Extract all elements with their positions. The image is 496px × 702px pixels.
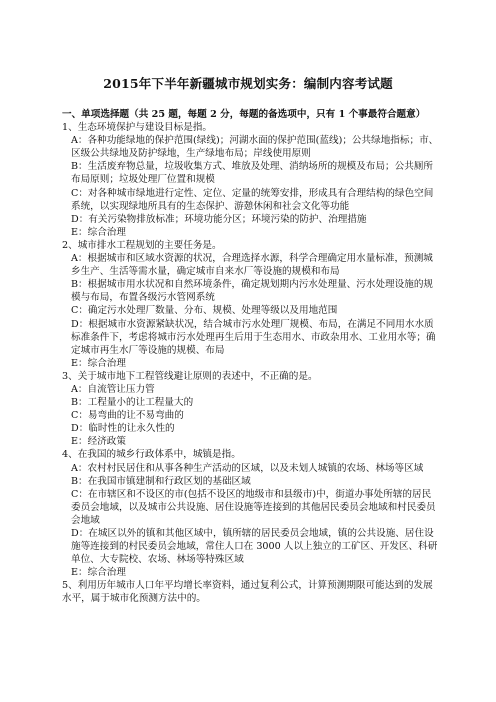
- option-d: D：有关污染物排放标准；环境功能分区；环境污染的防护、治理措施: [71, 213, 367, 225]
- question-stem: 2、城市排水工程规划的主要任务是。: [62, 239, 222, 251]
- question-4: [62, 448, 440, 579]
- question-stem: 3、关于城市地下工程管线避让原则的表述中，不正确的是。: [62, 370, 318, 382]
- option-c: C：对各种城市绿地进行定性、定位、定量的统筹安排，形成具有合理结构的绿色空间系统，以实现绿地所具有的生态保护、游憩休闲和社会文化等功能: [71, 187, 434, 212]
- option-d: D：在城区以外的镇和其他区域中，镇所辖的居民委员会地域，镇的公共设施、居住设施等连接到的村民委员会地域，常住人口在 3000 人以上独立的工矿区、开发区、科研单位、大专院校、农场、林场等特殊区域: [71, 528, 438, 566]
- option-b: B：根据城市用水状况和自然环境条件，确定规划期内污水处理量、污水处理设施的规模与布局，布置各级污水管网系统: [71, 279, 434, 304]
- question-3: [62, 370, 440, 449]
- option-c: C：在市辖区和不设区的市(包括不设区的地级市和县级市)中，街道办事处所辖的居民委员会地域，以及城市公共设施、居住设施等连接到的其他居民委员会地域和村民委员会地域: [71, 488, 436, 526]
- option-e: E：综合治理: [71, 567, 126, 579]
- question-stem: 5、利用历年城市人口年平均增长率资料，通过复利公式，计算预测期限可能达到的发展水平，属于城市化预测方法中的。: [62, 580, 433, 605]
- option-e: E：经济政策: [71, 436, 126, 448]
- question-2: [62, 239, 440, 370]
- question-1: [62, 121, 440, 239]
- option-b: B：工程量小的让工程量大的: [71, 397, 194, 409]
- page-title: 2015年下半年新疆城市规划实务：编制内容考试题: [103, 76, 393, 91]
- option-b: B：生活废弃物总量，垃圾收集方式、堆放及处理、消纳场所的规模及布局；公共厕所布局原则；垃圾处理厂位置和规模: [71, 161, 434, 186]
- option-c: C：确定污水处理厂数量、分布、规模、处理等级以及用地范围: [71, 305, 338, 317]
- option-d: D：临时性的让永久性的: [71, 423, 175, 435]
- option-b: B：在我国市镇建制和行政区划的基础区域: [71, 475, 251, 487]
- option-a: A：自流管让压力管: [71, 383, 155, 395]
- option-e: E：综合治理: [71, 226, 126, 238]
- section-heading: 一、单项选择题（共 25 题，每题 2 分，每题的备选项中，只有 1 个事最符合题意）: [62, 109, 426, 120]
- document-body: [62, 108, 440, 606]
- option-a: A：各种功能绿地的保护范围(绿线)；河湖水面的保护范围(蓝线)；公共绿地指标；市、区级公共绿地及防护绿地，生产绿地布局；岸线使用原则: [71, 135, 439, 160]
- question-stem: 4、在我国的城乡行政体系中，城镇是指。: [62, 449, 241, 461]
- question-stem: 1、生态环境保护与建设目标是指。: [62, 122, 213, 134]
- option-a: A：农村村民居住和从事各种生产活动的区域，以及未划人城镇的农场、林场等区域: [71, 462, 424, 474]
- option-a: A：根据城市和区域水资源的状况，合理选择水源，科学合理确定用水量标准，预测城乡生产、生活等需水量，确定城市自来水厂等设施的规模和布局: [71, 253, 433, 278]
- option-c: C：易弯曲的让不易弯曲的: [71, 410, 184, 422]
- option-d: D：根据城市水资源紧缺状况，结合城市污水处理厂规模、布局，在满足不同用水水质标准条件下，考虑将城市污水处理再生后用于生态用水、市政杂用水、工业用水等；确定城市再生水厂等设施的规模、布局: [71, 318, 436, 356]
- question-5: [62, 579, 440, 605]
- option-e: E：综合治理: [71, 357, 126, 369]
